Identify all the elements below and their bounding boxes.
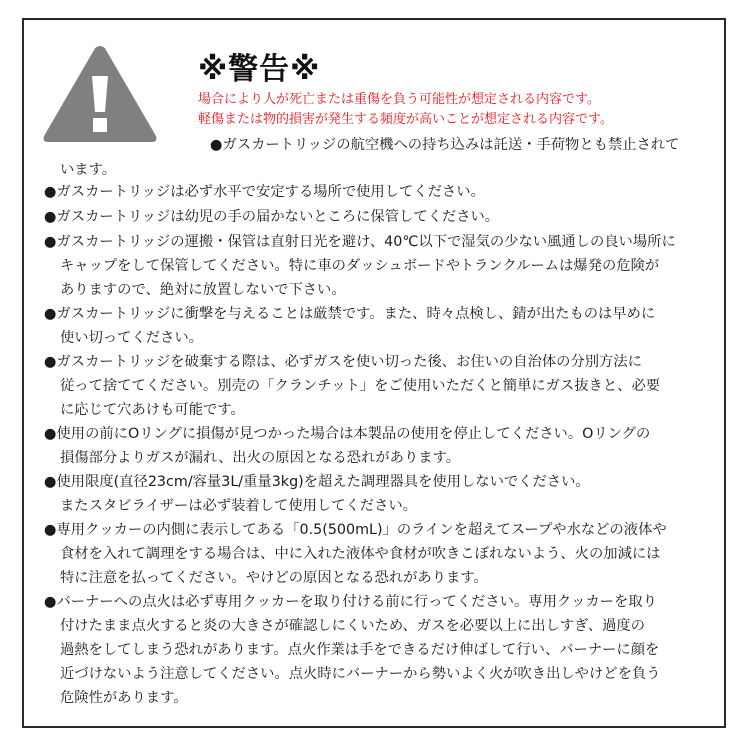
notice-line: またスタビライザーは必ず装着して使用してください。 — [60, 498, 417, 514]
notice-line: ●ガスカートリッジを破棄する際は、必ずガスを使い切った後、お住いの自治体の分別方法に — [44, 354, 642, 370]
page-title: ※警告※ — [198, 52, 321, 87]
notice-line: 使い切ってください。 — [60, 330, 203, 346]
notice-line: ●ガスカートリッジの航空機への持ち込みは託送・手荷物とも禁止されて — [210, 137, 680, 153]
notice-line: 食材を入れて調理をする場合は、中に入れた液体や食材が吹きこぼれないよう、火の加減には — [60, 546, 661, 562]
notice-line: ●ガスカートリッジの運搬・保管は直射日光を避け、40℃以下で湿気の少ない風通しの良い場所に — [44, 234, 676, 250]
warning-triangle-icon — [40, 42, 160, 146]
notice-line: 付けたまま点火すると炎の大きさが確認しにくいため、ガスを必要以上に出しすぎ、過度の — [60, 618, 646, 634]
notice-line: ●ガスカートリッジは幼児の手の届かないところに保管してください。 — [44, 209, 500, 225]
notice-line: ●専用クッカーの内側に表示してある「0.5(500mL)」のラインを超えてスープや水などの液体や — [44, 522, 667, 538]
notice-line: 損傷部分よりガスが漏れ、出火の原因となる恐れがあります。 — [60, 450, 461, 466]
notice-line: キャップをして保管してください。特に車のダッシュボードやトランクルームは爆発の危険が — [60, 258, 660, 274]
notice-line: ありますので、絶対に放置しないで下さい。 — [60, 282, 346, 298]
notice-line: ●ガスカートリッジは必ず水平で安定する場所で使用してください。 — [44, 184, 485, 200]
notice-line: ●使用の前にOリングに損傷が見つかった場合は本製品の使用を停止してください。Oリングの — [44, 426, 651, 442]
notice-line: 従って捨ててください。別売の「クランチット」をご使用いただくと簡単にガス抜きと、必要 — [60, 378, 661, 394]
notice-line: 近づけないよう注意してください。点火時にバーナーから勢いよく火が吹き出しやけどを負う — [60, 666, 661, 682]
notice-line: 過熱をしてしまう恐れがあります。点火作業は手をできるだけ伸ばして行い、バーナーに顔を — [60, 642, 660, 658]
notice-line: 特に注意を払ってください。やけどの原因となる恐れがあります。 — [60, 570, 488, 586]
notice-line: に応じて穴あけも可能です。 — [60, 402, 245, 418]
warning-subtitle: 場合により人が死亡または重傷を負う可能性が想定される内容です。 — [198, 92, 600, 107]
notice-line: います。 — [60, 162, 117, 178]
notice-line: 危険性があります。 — [60, 690, 188, 706]
notice-line: ●バーナーへの点火は必ず専用クッカーを取り付ける前に行ってください。専用クッカーを取り — [44, 594, 657, 610]
notice-line: ●使用限度(直径23cm/容量3L/重量3kg)を超えた調理器具を使用しないでください。 — [44, 474, 590, 490]
notice-line: ●ガスカートリッジに衝撃を与えることは厳禁です。また、時々点検し、錆が出たものは早めに — [44, 306, 656, 322]
warning-subtitle: 軽傷または物的損害が発生する頻度が高いことが想定される内容です。 — [198, 112, 613, 127]
